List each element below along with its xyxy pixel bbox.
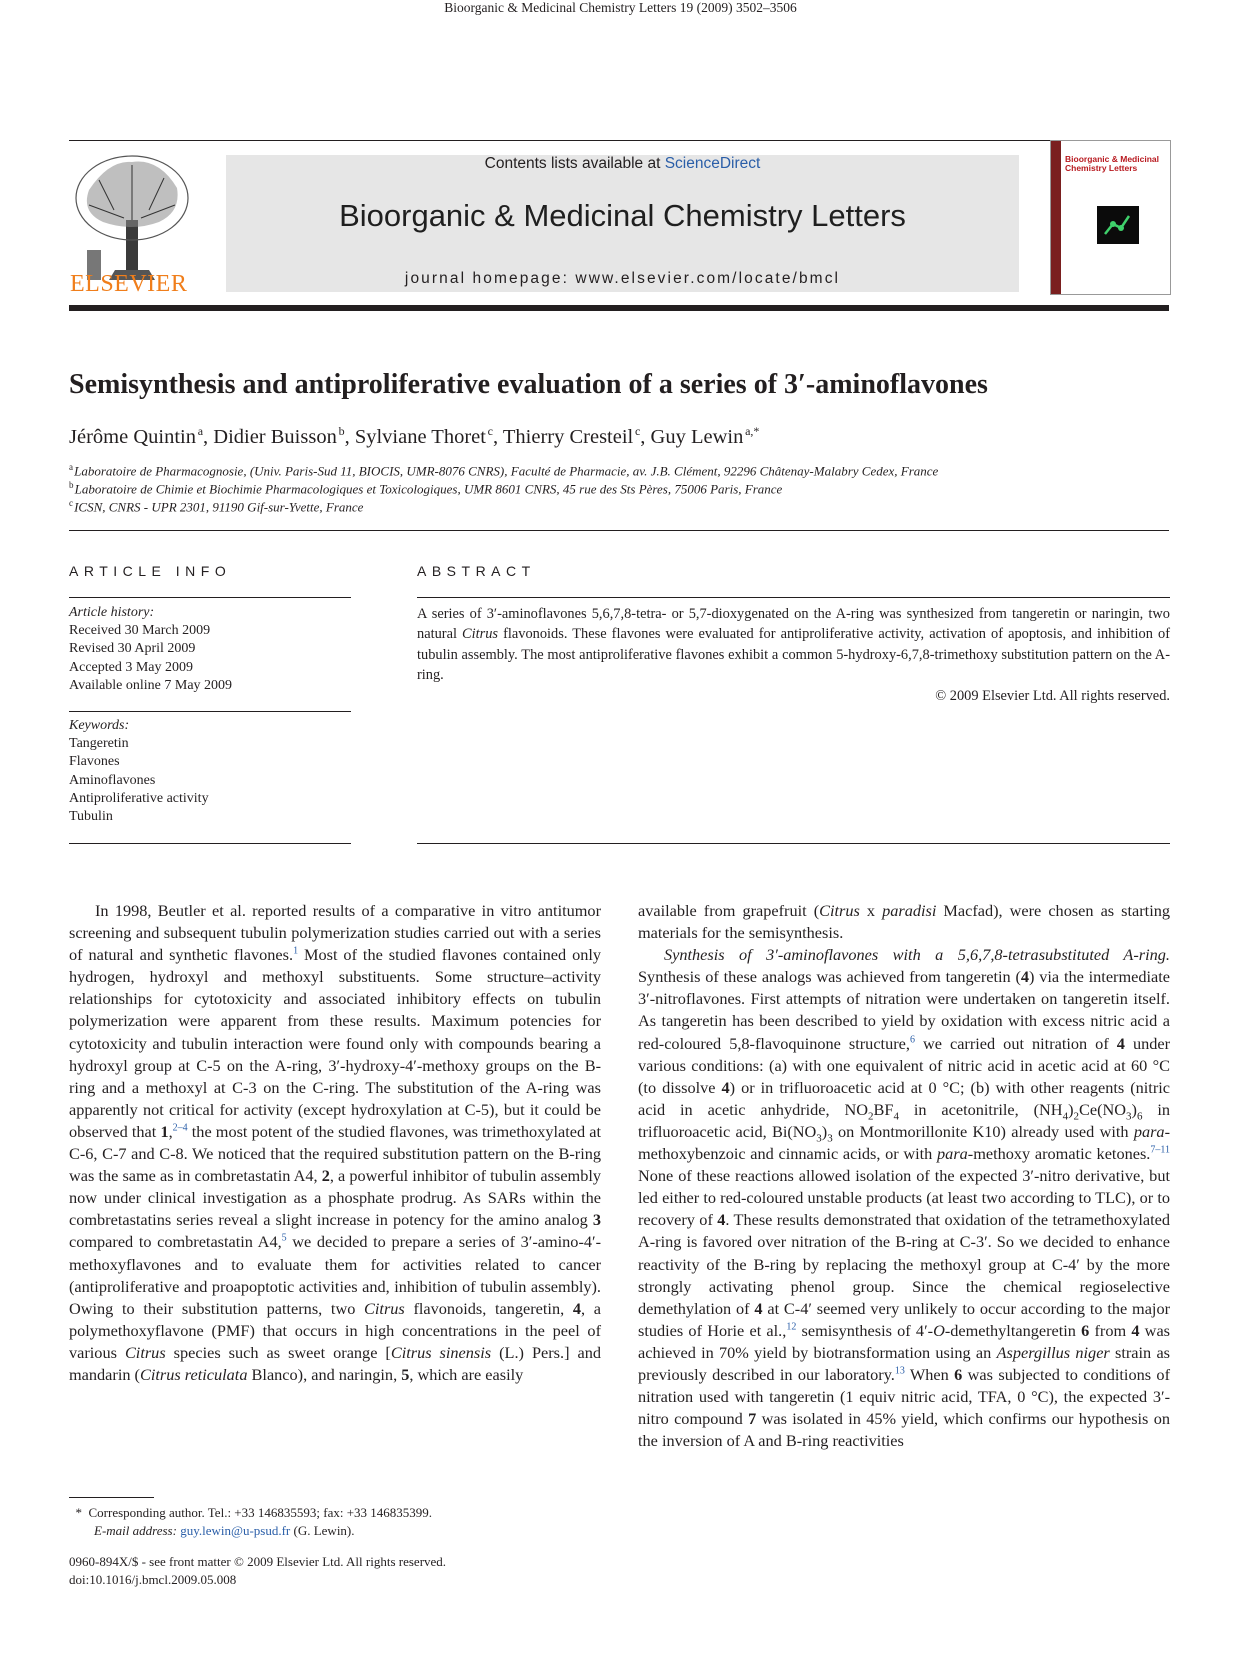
history-item: Revised 30 April 2009 bbox=[69, 641, 196, 657]
keywords bbox=[69, 717, 351, 826]
history-label: Article history: bbox=[69, 605, 155, 620]
affiliation-rule bbox=[69, 530, 1169, 531]
affiliation-text: Laboratoire de Chimie et Biochimie Pharmacologiques et Toxicologiques, UMR 8601 CNRS, 45 rue des Sts Pères, 75006 Paris, France bbox=[74, 481, 783, 497]
abstract-text bbox=[417, 604, 1170, 706]
author-name: Didier Buisson bbox=[213, 425, 337, 448]
info-rule bbox=[69, 597, 351, 598]
issn-line: 0960-894X/$ - see front matter © 2009 Elsevier Ltd. All rights reserved. bbox=[69, 1554, 447, 1569]
footnote-rule bbox=[69, 1497, 154, 1498]
history-item: Available online 7 May 2009 bbox=[69, 677, 233, 693]
keywords-rule bbox=[69, 711, 351, 712]
email-label: E-mail address: bbox=[94, 1523, 181, 1538]
author-affiliation-mark[interactable]: c bbox=[634, 424, 641, 438]
keyword-item: Flavones bbox=[69, 754, 120, 770]
keyword-item: Antiproliferative activity bbox=[69, 790, 209, 806]
cover-band bbox=[1051, 141, 1061, 294]
contents-prefix: Contents lists available at bbox=[484, 155, 665, 172]
abstract-rule-bottom bbox=[417, 843, 1170, 844]
contents-line bbox=[226, 155, 1019, 173]
body-column-left: In 1998, Beutler et al. reported results of a comparative in vitro antitumor screening and subsequent tubulin polymerization studies carried out with a series of natural and synthetic flavones.$^1$ Most of the studied flavones contained only hydrogen, hydroxyl and methoxyl substituents. Some structure–activity relationships for cytotoxicity and associated inhibitory effects on tubulin polymerization were apparent from these results. Maximum potencies for cytotoxicity and tubulin interaction were found only with compounds bearing a hydroxyl group at C-5 on the A-ring, 3′-hydroxy-4′-methoxy groups on the B-ring and a methoxyl at C-3 on the C-ring. The substitution of the A-ring was apparently not critical for activity (except hydroxylation at C-5), but it could be observed that 1,$^{2-4}$ the most potent of the studied flavones, was trimethoxylated at C-6, C-7 and C-8. We noticed that the required substitution pattern on the B-ring was the same as in combretastatin A4, 2, a powerful inhibitor of tubulin assembly now under clinical investigation as a phosphate prodrug. As SARs within the combretastatins series reveal a slight increase in potency for the amino analog 3 compared to combretastatin A4,$^5$ we decided to prepare a series of 3′-amino-4′-methoxyflavones and to evaluate them for activities related to cancer (antiproliferative and proapoptotic activities and, inhibition of tubulin assembly). Owing to their substitution patterns, two Citrus flavonoids, tangeretin, 4, a polymethoxyflavone (PMF) that occurs in high concentrations in the peel of various Citrus species such as sweet orange [Citrus sinensis (L.) Pers.] and mandarin (Citrus reticulata Blanco), and naringin, 5, which are easily bbox=[69, 901, 602, 1384]
history-item: Received 30 March 2009 bbox=[69, 623, 211, 639]
author-list: Jérôme Quintin $^a$, Didier Buisson $^b$, Sylviane Thoret $^c$, Thierry Cresteil $^c$, Guy Lewin $^{a,*}$ bbox=[69, 424, 760, 448]
publisher-logo-text: ELSEVIER bbox=[70, 271, 188, 297]
article-title: Semisynthesis and antiproliferative evaluation of a series of 3′-aminoflavones bbox=[69, 369, 988, 400]
affiliation-c bbox=[69, 498, 363, 515]
author-name: Thierry Cresteil bbox=[502, 425, 634, 448]
keywords-label: Keywords: bbox=[69, 718, 130, 733]
running-head: Bioorganic & Medicinal Chemistry Letters 19 (2009) 3502–3506 bbox=[444, 0, 797, 15]
affiliation-mark: c bbox=[69, 498, 73, 508]
author-affiliation-mark[interactable]: a bbox=[197, 424, 204, 438]
affiliation-b bbox=[69, 480, 782, 497]
journal-cover-thumbnail bbox=[1050, 140, 1171, 295]
keyword-item: Aminoflavones bbox=[69, 772, 156, 788]
doi-line[interactable]: doi:10.1016/j.bmcl.2009.05.008 bbox=[69, 1572, 237, 1587]
cover-title: Bioorganic & Medicinal Chemistry Letters bbox=[1065, 154, 1159, 173]
author-name: Sylviane Thoret bbox=[354, 425, 486, 448]
affiliation-mark: b bbox=[69, 480, 74, 490]
abstract-part: flavonoids. These flavones were evaluated for antiproliferative activity, activation of apoptosis, and inhibition of tubulin assembly. The most antiproliferative flavones exhibit a common 5-hydroxy-6,7,8-trimethoxy substitution pattern on the A-ring. bbox=[417, 626, 1170, 684]
abstract-copyright: © 2009 Elsevier Ltd. All rights reserved. bbox=[935, 687, 1170, 704]
body-column-right: available from grapefruit (Citrus x paradisi Macfad), were chosen as starting materials for the semisynthesis. Synthesis of 3′-aminoflavones with a 5,6,7,8-tetrasubstituted A-ring. Synthesis of these analogs was achieved from tangeretin (4) via the intermediate 3′-nitroflavones. First attempts of nitration were undertaken on tangeretin itself. As tangeretin has been described to yield by oxidation with excess nitric acid a red-coloured 5,8-flavoquinone structure,$^6$ we carried out nitration of 4 under various conditions: (a) with one equivalent of nitric acid in acetic acid at 60 °C (to dissolve 4) or in trifluoroacetic acid at 0 °C; (b) with other reagents (nitric acid in acetic anhydride, $NO_2BF_4$ in acetonitrile, $(NH_4)_2Ce(NO_3)_6$ in trifluoroacetic acid, $Bi(NO_3)_3$ on Montmorillonite K10) already used with para-methoxybenzoic and cinnamic acids, or with para-methoxy aromatic ketones.$^{7-11}$ None of these reactions allowed isolation of the expected 3′-nitro derivative, but led either to red-coloured unstable products (at least two according to TLC), or to recovery of 4. These results demonstrated that oxidation of the tetramethoxylated A-ring is favored over nitration of the B-ring at C-3′. So we decided to enhance reactivity of the B-ring by replacing the methoxyl group at C-4′ by the more strongly activating phenol group. Since the chemical regioselective demethylation of 4 at C-4′ seemed very unlikely to occur according to the major studies of Horie et al.,$^{12}$ semisynthesis of 4′-O-demethyltangeretin 6 from 4 was achieved in 70% yield by biotransformation using an Aspergillus niger strain as previously described in our laboratory.$^{13}$ When 6 was subjected to conditions of nitration used with tangeretin (1 equiv nitric acid, TFA, 0 °C), the expected 3′-nitro compound 7 was isolated in 45% yield, which confirms our hypothesis on the inversion of A and B-ring reactivities bbox=[638, 901, 1171, 1451]
corresponding-text: Corresponding author. Tel.: +33 146835593; fax: +33 146835399. bbox=[88, 1505, 433, 1520]
journal-title: Bioorganic & Medicinal Chemistry Letters bbox=[339, 198, 906, 233]
author-affiliation-mark[interactable]: b bbox=[338, 424, 345, 438]
author-affiliation-mark[interactable]: a,* bbox=[745, 424, 760, 438]
affiliation-mark: a bbox=[69, 462, 73, 472]
journal-banner bbox=[226, 155, 1019, 292]
keyword-item: Tangeretin bbox=[69, 736, 129, 752]
abstract-part: A series of 3′-aminoflavones 5,6,7,8-tetra- or 5,7-dioxygenated on the A-ring was synthesized from tangeretin or naringin, two natural bbox=[417, 606, 1170, 643]
affiliation-text: ICSN, CNRS - UPR 2301, 91190 Gif-sur-Yvette, France bbox=[74, 499, 364, 515]
affiliation-a bbox=[69, 462, 938, 479]
author-name: Jérôme Quintin bbox=[69, 425, 196, 448]
author-name: Guy Lewin bbox=[650, 425, 744, 448]
email-suffix: (G. Lewin). bbox=[290, 1523, 355, 1538]
cover-image bbox=[1097, 206, 1139, 244]
keyword-item: Tubulin bbox=[69, 809, 113, 825]
author-affiliation-mark[interactable]: c bbox=[487, 424, 493, 438]
abstract-rule bbox=[417, 597, 1170, 598]
footnote-email bbox=[94, 1522, 355, 1540]
abstract-heading: ABSTRACT bbox=[417, 563, 536, 579]
abstract-part: Citrus bbox=[462, 626, 499, 643]
footnote-corresponding: * Corresponding author. Tel.: +33 146835593; fax: +33 146835399. bbox=[69, 1505, 433, 1520]
header-rule-top bbox=[69, 140, 1169, 141]
header-rule-thick bbox=[69, 305, 1169, 311]
email-link[interactable]: guy.lewin@u-psud.fr bbox=[180, 1523, 291, 1538]
sciencedirect-link[interactable]: ScienceDirect bbox=[664, 155, 761, 172]
article-info-heading: ARTICLE INFO bbox=[69, 563, 232, 579]
article-history bbox=[69, 604, 351, 695]
history-item: Accepted 3 May 2009 bbox=[69, 659, 194, 675]
journal-homepage[interactable]: journal homepage: www.elsevier.com/locate/bmcl bbox=[404, 270, 841, 287]
affiliation-text: Laboratoire de Pharmacognosie, (Univ. Paris-Sud 11, BIOCIS, UMR-8076 CNRS), Faculté de Pharmacie, av. J.B. Clément, 92296 Châtenay-Malabry Cedex, France bbox=[74, 463, 939, 479]
info-rule-bottom bbox=[69, 843, 351, 844]
